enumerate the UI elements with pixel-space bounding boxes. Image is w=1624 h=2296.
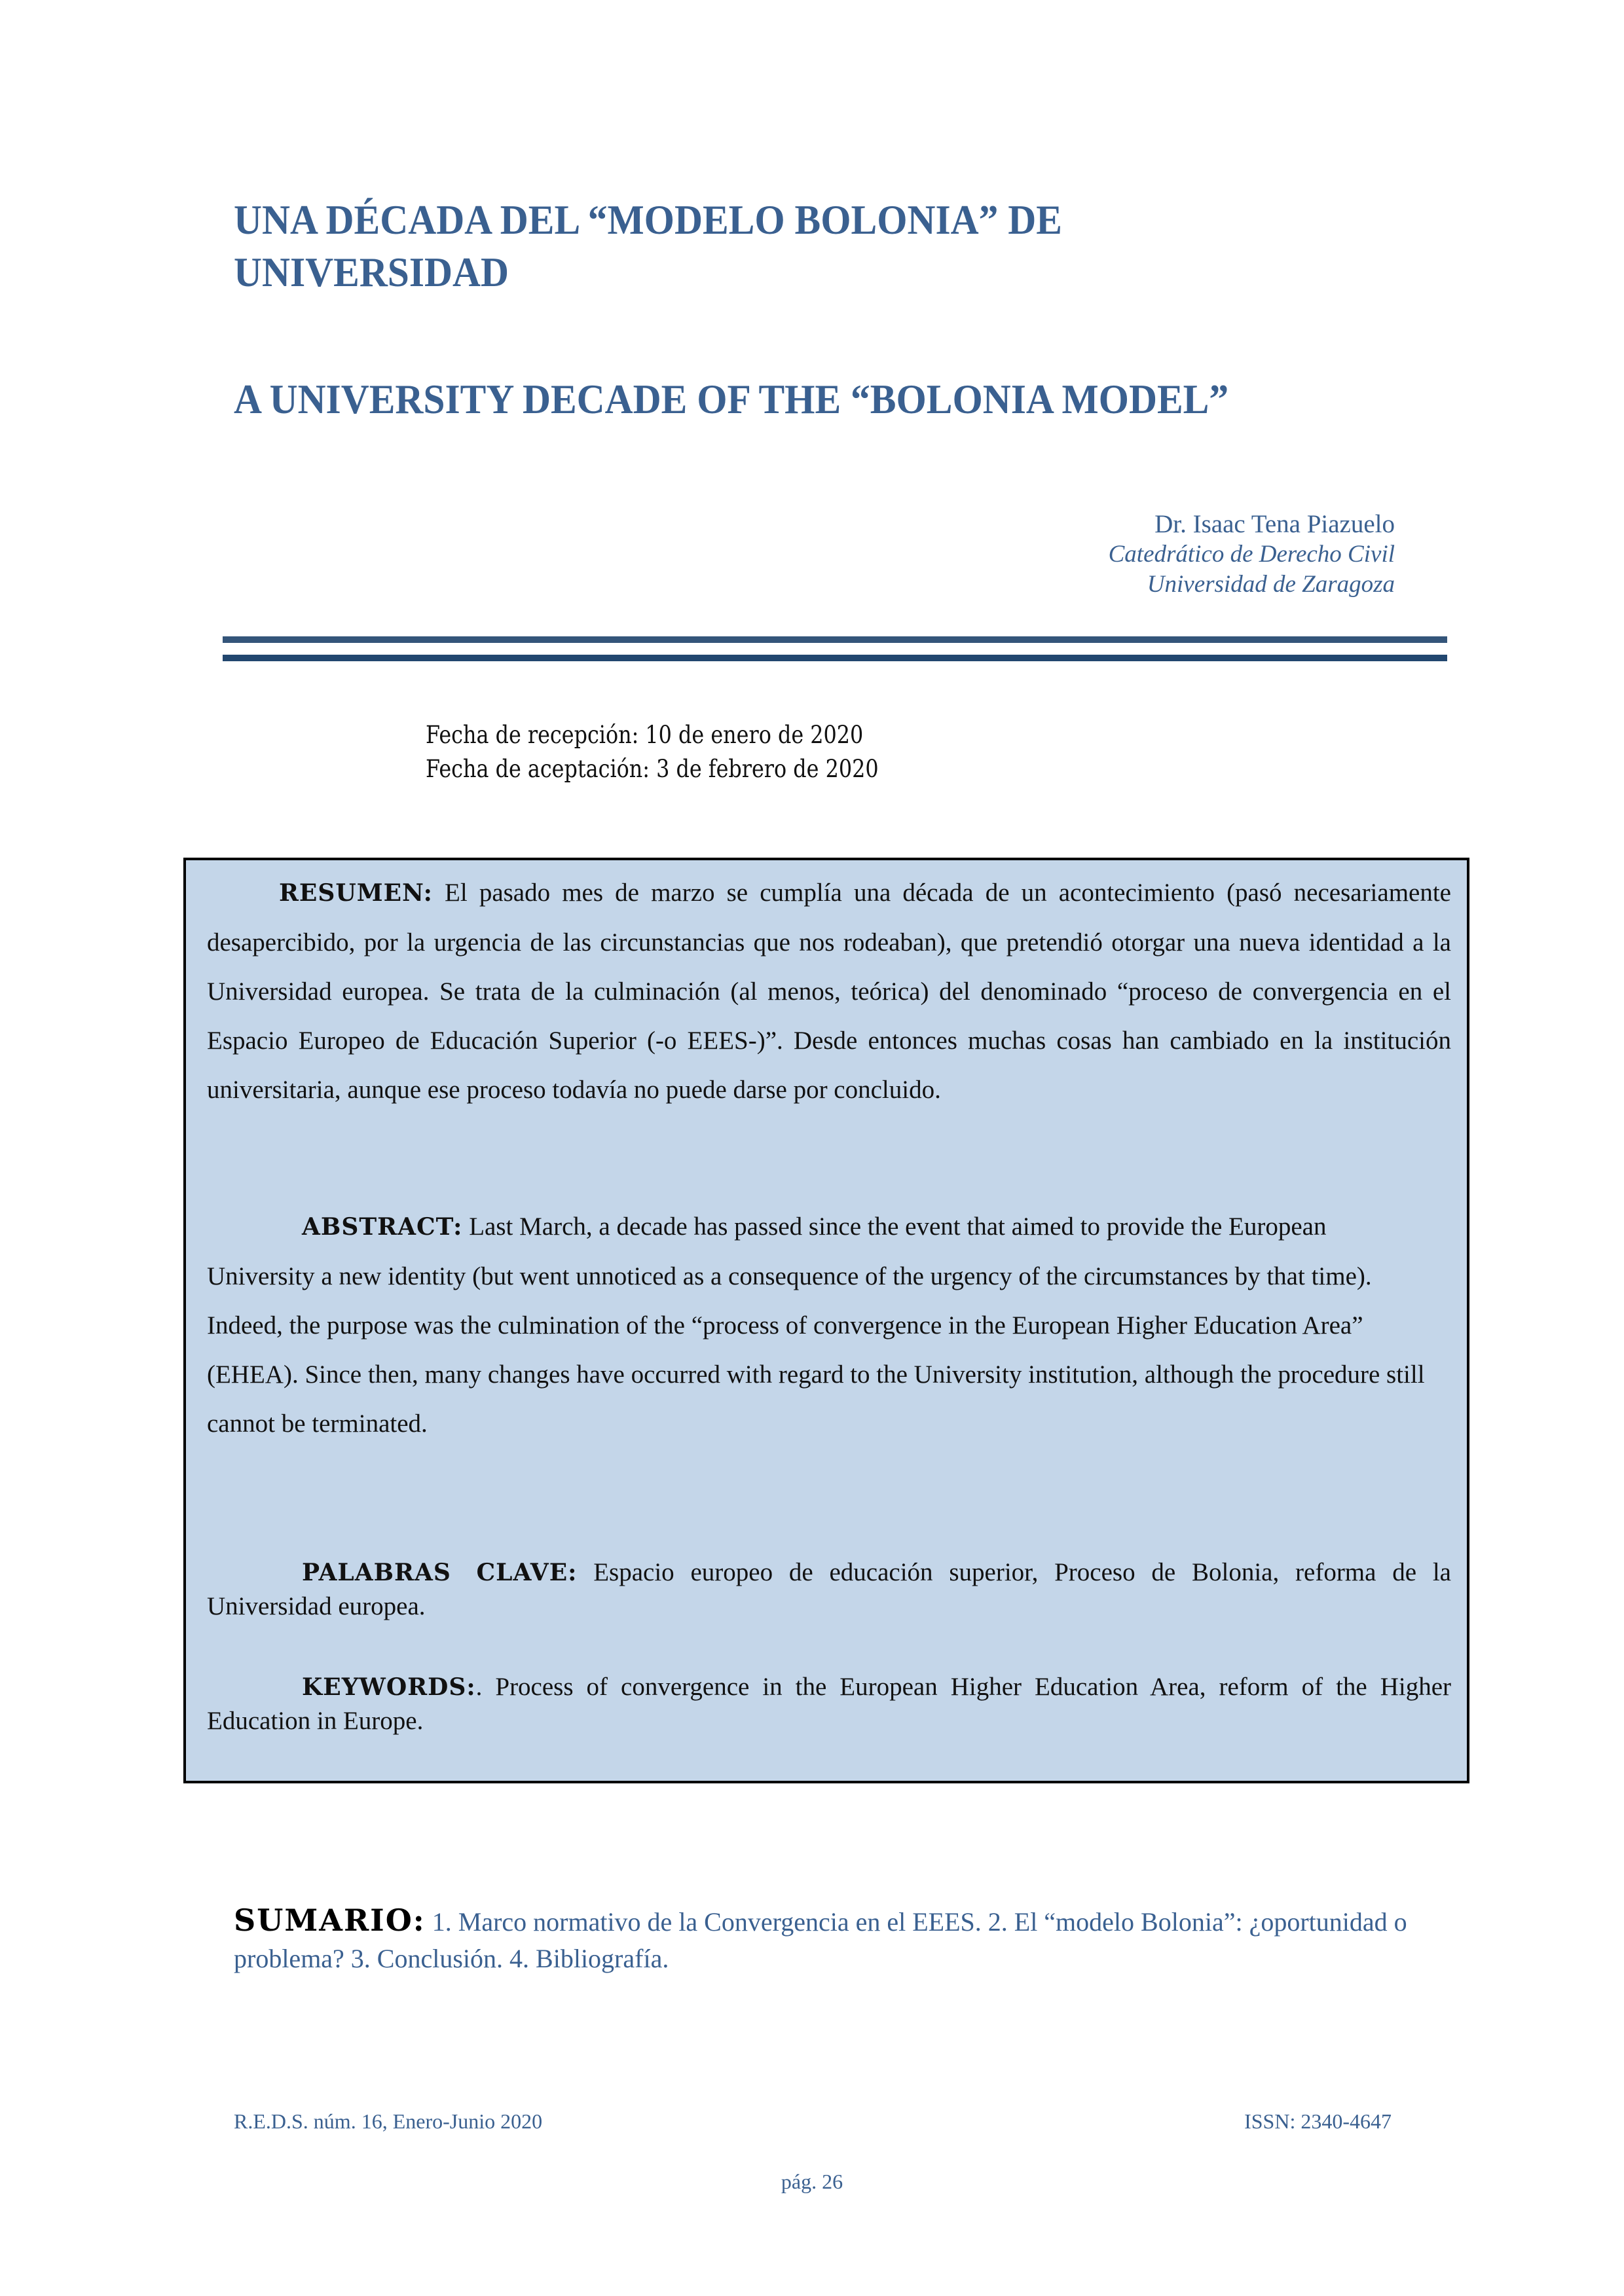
author-role: Catedrático de Derecho Civil [1108,541,1395,568]
abstract-label: ABSTRACT: [302,1213,463,1241]
date-received: Fecha de recepción: 10 de enero de 2020 [426,721,864,749]
title-english: A UNIVERSITY DECADE OF THE “BOLONIA MODEL” [234,376,1229,422]
title-spanish [234,194,1062,299]
dates-block [426,718,879,786]
sumario-label: SUMARIO: [234,1903,426,1938]
resumen-text: El pasado mes de marzo se cumplía una década de un acontecimiento (pasó necesariamente desapercibido, por la urgencia de las circunstancias que nos rodeaban), que pretendió otorgar una nueva identidad a la Universidad europea. Se trata de la culminación (al menos, teórica) del denominado “proceso de convergencia en el Espacio Europeo de Educación Superior (-o EEES-)”. Desde entonces muchas cosas han cambiado en la institución universitaria, aunque ese proceso todavía no puede darse por concluido. [207,879,1451,1104]
date-accepted: Fecha de aceptación: 3 de febrero de 2020 [426,755,879,783]
author-block [1109,509,1395,600]
page-number: pág. 26 [781,2170,843,2193]
title-spanish-line1: UNA DÉCADA DEL “MODELO BOLONIA” DE [234,196,1062,243]
keywords-text: . Process of convergence in the European Higher Education Area, reform of the Higher Education in Europe. [207,1673,1451,1735]
author-name: Dr. Isaac Tena Piazuelo [1154,510,1395,538]
abstract-paragraph [207,1202,1438,1448]
sumario-text: 1. Marco normativo de la Convergencia en el EEES. 2. El “modelo Bolonia”: ¿oportunidad o problema? 3. Conclusión. 4. Bibliografía. [234,1907,1407,1973]
divider-top [223,636,1447,643]
resumen-paragraph [207,860,1451,1114]
keywords-label: KEYWORDS: [302,1673,476,1701]
author-affiliation: Universidad de Zaragoza [1147,571,1395,598]
abstract-text: Last March, a decade has passed since the event that aimed to provide the European University a new identity (but went unnoticed as a consequence of the urgency of the circumstances by that time). Indeed, the purpose was the culmination of the “process of convergence in the European Higher Education Area” (EHEA). Since then, many changes have occurred with regard to the University institution, although the procedure still cannot be terminated. [207,1212,1425,1438]
keywords-paragraph [207,1670,1451,1738]
abstract-box [183,858,1469,1783]
palabras-clave-text: Espacio europeo de educación superior, Proceso de Bolonia, reforma de la Universidad europea. [207,1558,1451,1620]
divider-bottom [223,655,1447,661]
title-spanish-line2: UNIVERSIDAD [234,249,509,295]
palabras-clave-paragraph [207,1556,1451,1624]
footer-issn: ISSN: 2340-4647 [1244,2109,1392,2133]
sumario-block [234,1902,1452,1977]
palabras-clave-label: PALABRAS CLAVE: [302,1559,578,1586]
resumen-label: RESUMEN: [279,879,433,907]
footer-journal: R.E.D.S. núm. 16, Enero-Junio 2020 [234,2109,543,2133]
